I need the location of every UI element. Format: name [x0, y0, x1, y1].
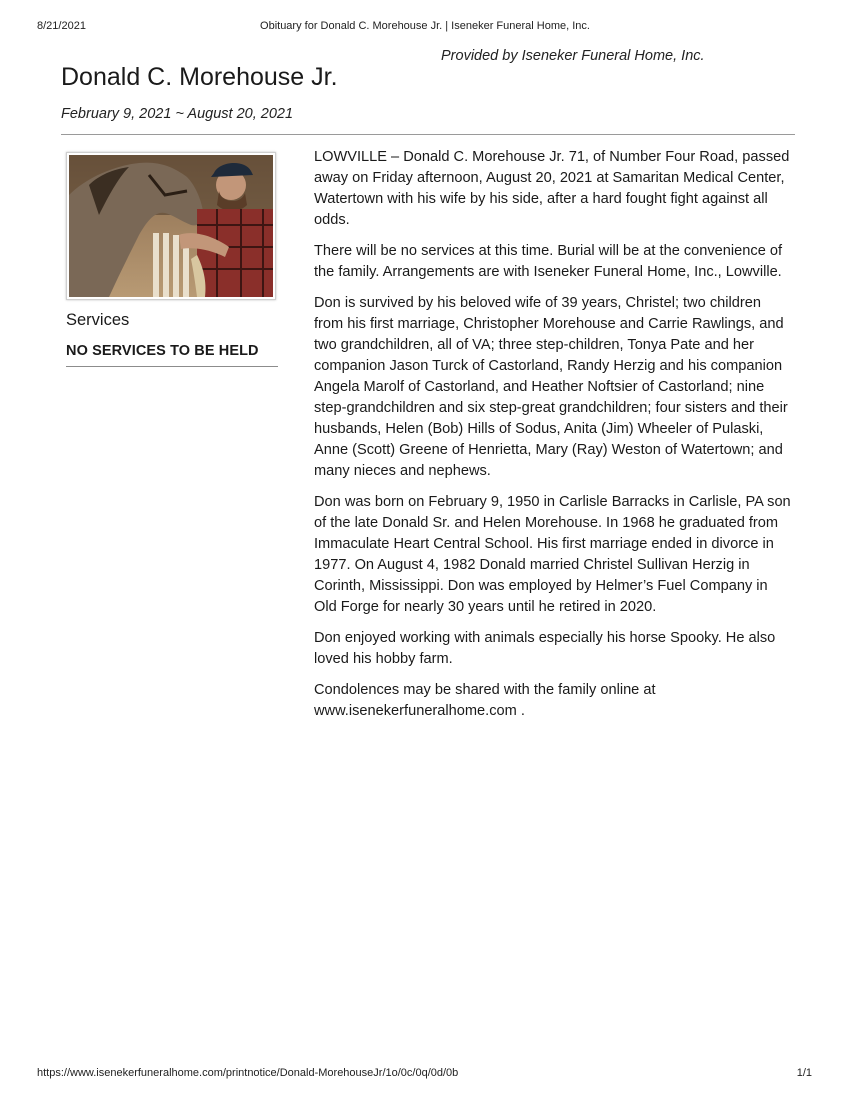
page-title: Donald C. Morehouse Jr.: [61, 63, 338, 91]
paragraph: Don is survived by his beloved wife of 39 years, Christel; two children from his first marriage, Christopher Morehouse and Carrie Rawlings, and two grandchildren, all of VA; three step-children, Tonya Pate and her companion Jason Turck of Castorland, Randy Herzig and his companion Angela Marolf of Castorland, and Heather Noftsier of Castorland; nine step-grandchildren and six step-great grandchildren; four sisters and their husbands, Helen (Bob) Hills of Sodus, Anita (Jim) Wheeler of Pulaski, Anne (Scott) Greene of Henrietta, Mary (Ray) Weston of Watertown; and many nieces and nephews.: [314, 295, 788, 479]
paragraph: LOWVILLE – Donald C. Morehouse Jr. 71, of Number Four Road, passed away on Friday afternoon, August 20, 2021 at Samaritan Medical Center, Watertown with his wife by his side, after a hard fought fight against all odds.: [314, 149, 790, 228]
services-value: NO SERVICES TO BE HELD: [66, 343, 259, 359]
paragraph: Don enjoyed working with animals especially his horse Spooky. He also loved his hobby farm.: [314, 630, 776, 667]
header-divider: [61, 134, 795, 135]
paragraph: Don was born on February 9, 1950 in Carlisle Barracks in Carlisle, PA son of the late Donald Sr. and Helen Morehouse. In 1968 he graduated from Immaculate Heart Central School. His first marriage ended in divorce in 1977. On August 4, 1982 Donald married Christel Sullivan Herzig in Corinth, Mississippi. Don was employed by Helmer’s Fuel Company in Old Forge for nearly 30 years until he retired in 2020.: [314, 494, 791, 615]
print-header-date: 8/21/2021: [37, 20, 86, 32]
obituary-body: [314, 147, 792, 732]
services-heading: Services: [66, 311, 130, 329]
footer-url: https://www.isenekerfuneralhome.com/printnotice/Donald-MorehouseJr/1o/0c/0q/0d/0b: [37, 1067, 459, 1079]
paragraph: There will be no services at this time. Burial will be at the convenience of the family. Arrangements are with Iseneker Funeral Home, Inc., Lowville.: [314, 243, 783, 280]
paragraph: Condolences may be shared with the family online at www.isenekerfuneralhome.com .: [314, 682, 656, 719]
print-header-title: Obituary for Donald C. Morehouse Jr. | Iseneker Funeral Home, Inc.: [260, 20, 590, 32]
services-divider: [66, 366, 278, 367]
provider-credit: Provided by Iseneker Funeral Home, Inc.: [441, 48, 705, 64]
page-number: 1/1: [796, 1067, 812, 1079]
life-dates: February 9, 2021 ~ August 20, 2021: [61, 106, 294, 122]
deceased-photo: [66, 152, 276, 300]
